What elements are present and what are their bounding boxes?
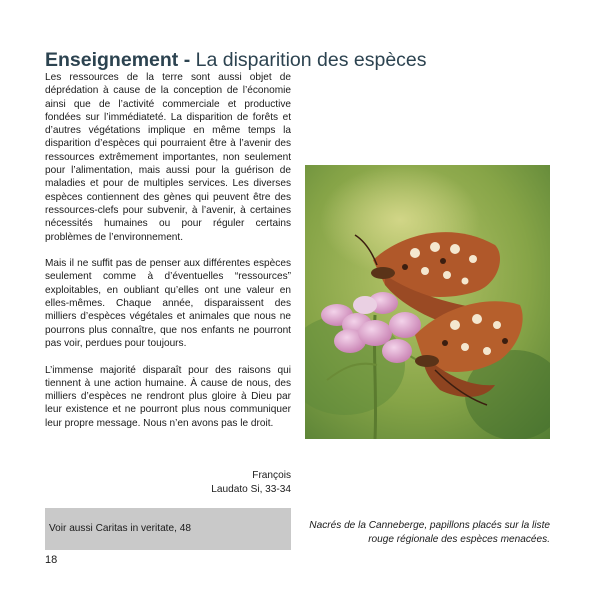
see-also-text: Voir aussi Caritas in veritate, 48: [49, 523, 191, 534]
see-also-box: [45, 508, 291, 550]
title-topic: La disparition des espèces: [195, 49, 427, 71]
body-paragraph-2: Mais il ne suffit pas de penser aux différentes espèces seulement comme à d’éventuelles “ressources” exploitables, en oubliant qu’elles ont une valeur en elles-mêmes. Chaque année, disparaissent des milliers d’espèces végétales et animales que nous ne pourrons plus connaître, que nos enfants ne pourront pas voir, perdues pour toujours.: [45, 258, 291, 349]
page-title: [45, 48, 565, 72]
signature-author: François: [252, 470, 291, 481]
page-number: 18: [45, 554, 58, 566]
signature-block: [45, 469, 291, 496]
butterfly-photo-illustration: [305, 165, 550, 439]
body-paragraph-3: L’immense majorité disparaît pour des raisons qui tiennent à une action humaine. À cause de nous, des milliers d’espèces ne rendront plus gloire à Dieu par leur existence et ne pourront plus nous communiquer leur propre message. Nous n’en avons pas le droit.: [45, 364, 291, 429]
butterfly-photo: [305, 165, 550, 439]
title-section-label: Enseignement -: [45, 49, 191, 71]
signature-source: Laudato Si, 33-34: [211, 483, 291, 495]
body-text-column: [45, 71, 291, 443]
body-paragraph-1: Les ressources de la terre sont aussi objet de déprédation à cause de la conception de l’économie ainsi que de l’activité commerciale et productive fondées sur l’immédiateté. La disparition de forêts et d’autres végétations implique en même temps la disparition d’espèces qui pourraient être à l’avenir des ressources extrêmement importantes, non seulement pour l’alimentation, mais aussi pour la guérison de maladies et pour de multiples services. Les diverses espèces contiennent des gènes qui peuvent être des ressources-clefs pour subvenir, à l’avenir, à certaines nécessités humaines ou pour réguler certains problèmes de l’environnement.: [45, 72, 291, 243]
photo-caption: Nacrés de la Canneberge, papillons placés sur la liste rouge régionale des espèces menacées.: [309, 520, 550, 545]
